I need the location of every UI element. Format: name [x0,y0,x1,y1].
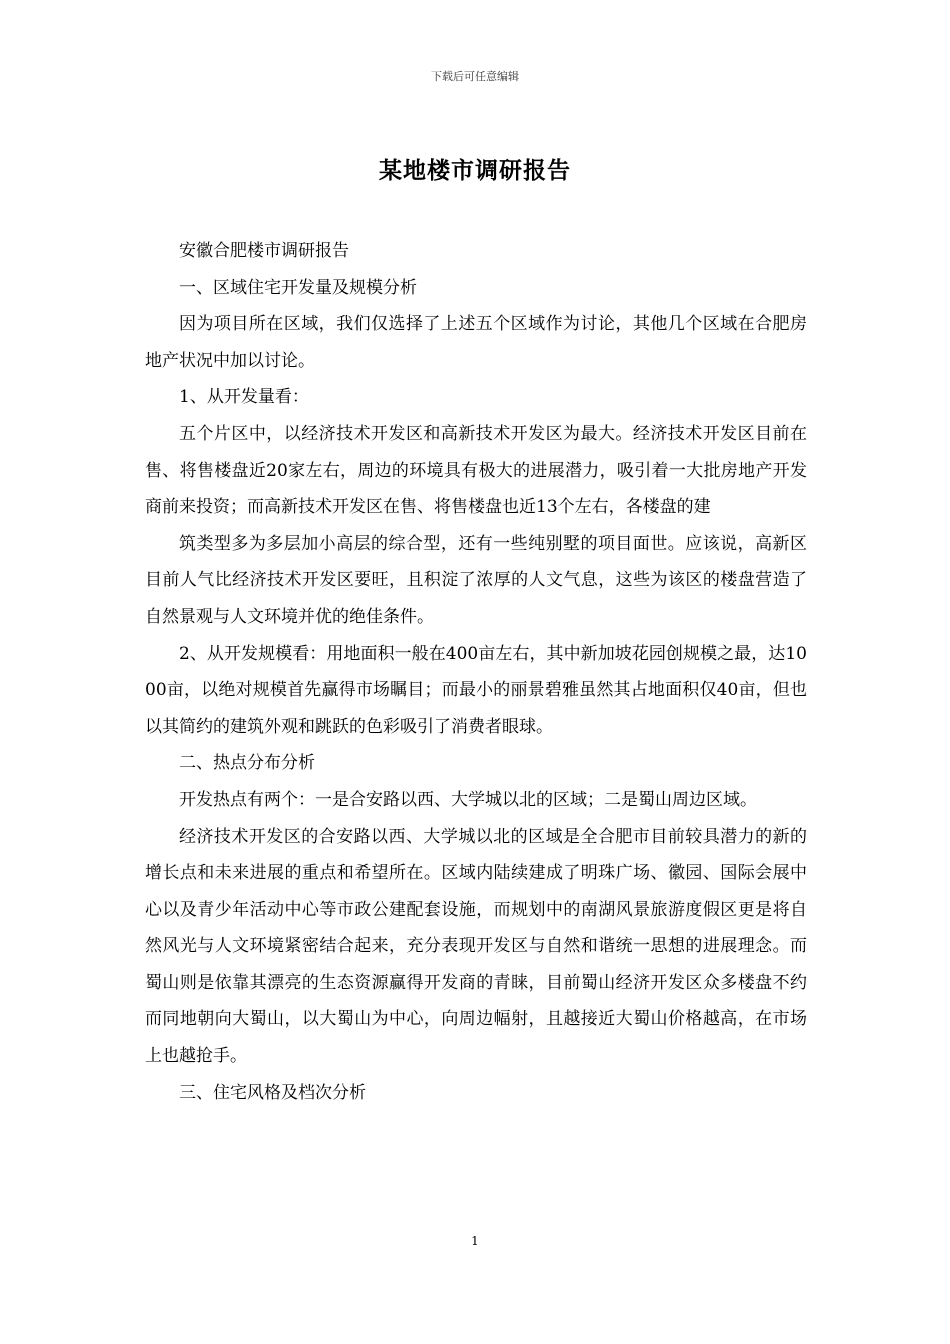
document-title: 某地楼市调研报告 [379,157,571,184]
paragraph: 开发热点有两个：一是合安路以西、大学城以北的区域；二是蜀山周边区域。 [179,789,757,810]
document-body [145,233,807,1111]
header-note: 下载后可任意编辑 [431,70,519,83]
paragraph: 经济技术开发区的合安路以西、大学城以北的区域是全合肥市目前较具潜力的新的增长点和未来进展的重点和希望所在。区域内陆续建成了明珠广场、徽园、国际会展中心以及青少年活动中心等市政公建配套设施，而规划中的南湖风景旅游度假区更是将自然风光与人文环境紧密结合起来，充分表现开发区与自然和谐统一思想的进展理念。而蜀山则是依靠其漂亮的生态资源赢得开发商的青睐，目前蜀山经济开发区众多楼盘不约而同地朝向大蜀山，以大蜀山为中心，向周边幅射，且越接近大蜀山价格越高，在市场上也越抢手。 [145,826,807,1067]
section-heading-1: 一、区域住宅开发量及规模分析 [179,277,417,298]
section-heading-2: 二、热点分布分析 [179,753,315,774]
subsection-heading-1: 1、从开发量看： [179,387,309,408]
section-heading-3: 三、住宅风格及档次分析 [179,1082,366,1103]
paragraph-subtitle: 安徽合肥楼市调研报告 [179,241,349,261]
paragraph: 五个片区中，以经济技术开发区和高新技术开发区为最大。经济技术开发区目前在售、将售楼盘近20家左右，周边的环境具有极大的进展潜力，吸引着一大批房地产开发商前来投资；而高新技术开发区在售、将售楼盘也近13个左右，各楼盘的建 [145,423,807,518]
paragraph: 2、从开发规模看：用地面积一般在400亩左右，其中新加坡花园创规模之最，达1000亩，以绝对规模首先赢得市场瞩目；而最小的丽景碧雅虽然其占地面积仅40亩，但也以其简约的建筑外观和跳跃的色彩吸引了消费者眼球。 [145,643,807,737]
page-number: 1 [471,1234,479,1248]
paragraph: 因为项目所在区域，我们仅选择了上述五个区域作为讨论，其他几个区域在合肥房地产状况中加以讨论。 [145,314,807,371]
paragraph: 筑类型多为多层加小高层的综合型，还有一些纯别墅的项目面世。应该说，高新区目前人气比经济技术开发区要旺，且积淀了浓厚的人文气息，这些为该区的楼盘营造了自然景观与人文环境并优的绝佳条件。 [145,533,807,627]
